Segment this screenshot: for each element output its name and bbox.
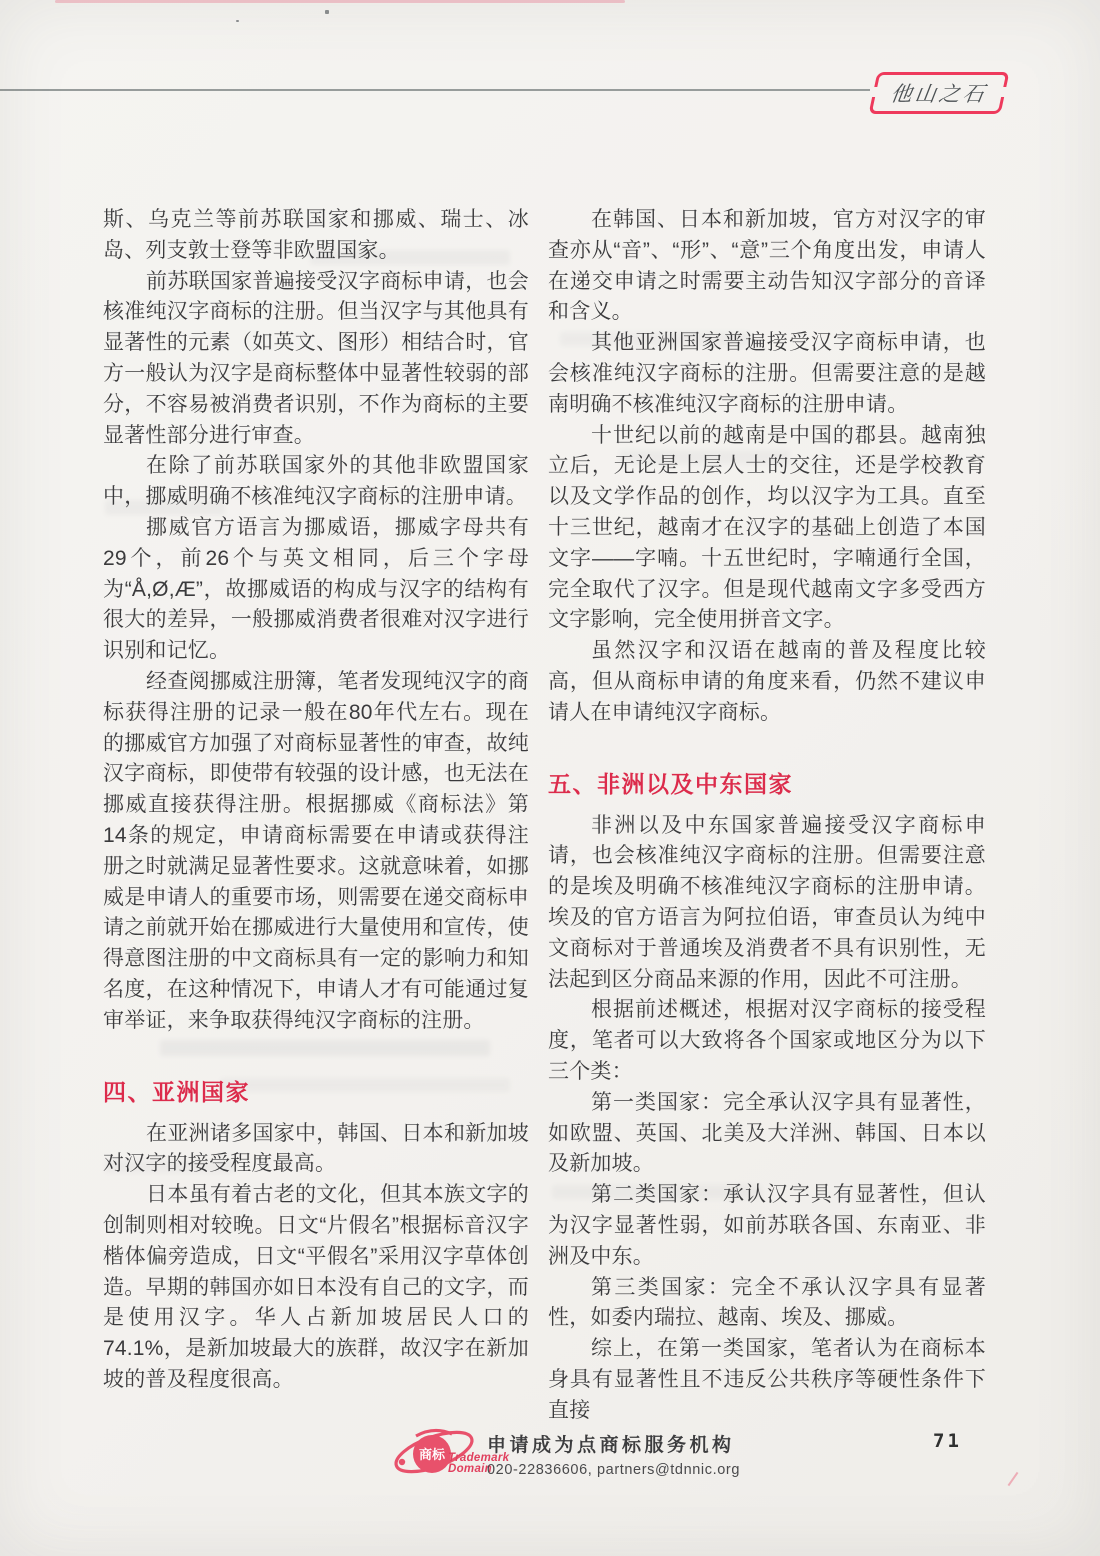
section-heading: 四、亚洲国家 [103,1078,250,1105]
paragraph: 第三类国家：完全不承认汉字具有显著性，如委内瑞拉、越南、埃及、挪威。 [548,1275,986,1330]
logo-brand-line1: Trademark [448,1452,510,1464]
paragraph: 第一类国家：完全承认汉字具有显著性，如欧盟、英国、北美及大洋洲、韩国、日本以及新加坡。 [548,1090,986,1176]
right-column [548,205,986,1426]
left-column [103,205,529,1396]
footer-service-text: 申请成为点商标服务机构 [487,1435,735,1456]
paragraph: 其他亚洲国家普遍接受汉字商标申请，也会核准纯汉字商标的注册。但需要注意的是越南明确不核准纯汉字商标的注册申请。 [548,331,986,416]
paragraph: 在韩国、日本和新加坡，官方对汉字的审查亦从“音”、“形”、“意”三个角度出发，申请人在递交申请之时需要主动告知汉字部分的音译和含义。 [548,208,986,324]
logo-orbit-dot [399,1459,405,1465]
scan-artifact [325,10,329,14]
scan-artifact [1008,1472,1019,1486]
paragraph: 在亚洲诸多国家中，韩国、日本和新加坡对汉字的接受程度最高。 [103,1121,529,1176]
paragraph: 十世纪以前的越南是中国的郡县。越南独立后，无论是上层人士的交往，还是学校教育以及文学作品的创作，均以汉字为工具。直至十三世纪，越南才在汉字的基础上创造了本国文字——字喃。十五世纪时，字喃通行全国，完全取代了汉字。但是现代越南文字多受西方文字影响，完全使用拼音文字。 [548,423,986,632]
scan-artifact [236,20,239,22]
logo-brand-line2: Domain [448,1463,492,1475]
paragraph: 在除了前苏联国家外的其他非欧盟国家中，挪威明确不核准纯汉字商标的注册申请。 [103,454,529,509]
section-badge-label: 他山之石 [889,83,989,106]
paragraph: 虽然汉字和汉语在越南的普及程度比较高，但从商标申请的角度来看，仍然不建议申请人在申请纯汉字商标。 [548,639,986,724]
section-heading: 五、非洲以及中东国家 [548,770,793,797]
logo-sphere-text: 商标 [418,1447,446,1462]
paragraph: 根据前述概述，根据对汉字商标的接受程度，笔者可以大致将各个国家或地区分为以下三个类： [548,998,986,1083]
paragraph: 经查阅挪威注册簿，笔者发现纯汉字的商标获得注册的记录一般在80年代左右。现在的挪威官方加强了对商标显著性的审查，故纯汉字商标，即使带有较强的设计感，也无法在挪威直接获得注册。根据挪威《商标法》第14条的规定，申请商标需要在申请或获得注册之时就满足显著性要求。这就意味着，如挪威是申请人的重要市场，则需要在递交商标申请之前就开始在挪威进行大量使用和宣传，使得意图注册的中文商标具有一定的影响力和知名度，在这种情况下，申请人才有可能通过复审举证，来争取获得纯汉字商标的注册。 [103,669,529,1032]
paragraph: 第二类国家：承认汉字具有显著性，但认为汉字显著性弱，如前苏联各国、东南亚、非洲及中东。 [548,1183,986,1268]
paragraph: 日本虽有着古老的文化，但其本族文字的创制则相对较晚。日文“片假名”根据标音汉字楷体偏旁造成，日文“平假名”采用汉字草体创造。早期的韩国亦如日本没有自己的文字，而是使用汉字。华人占新加坡居民人口的 74.1%，是新加坡最大的族群，故汉字在新加坡的普及程度很高。 [103,1183,529,1391]
paragraph: 挪威官方语言为挪威语，挪威字母共有29个，前26个与英文相同，后三个字母为“Å,Ø,Æ”，故挪威语的构成与汉字的结构有很大的差异，一般挪威消费者很难对汉字进行识别和记忆。 [103,515,529,663]
paragraph: 非洲以及中东国家普遍接受汉字商标申请，也会核准纯汉字商标的注册。但需要注意的是埃及明确不核准纯汉字商标的注册申请。埃及的官方语言为阿拉伯语，审查员认为纯中文商标对于普通埃及消费者不具有识别性，无法起到区分商品来源的作用，因此不可注册。 [548,813,986,991]
paragraph: 前苏联国家普遍接受汉字商标申请，也会核准纯汉字商标的注册。但当汉字与其他具有显著性的元素（如英文、图形）相结合时，官方一般认为汉字是商标整体中显著性较弱的部分，不容易被消费者识别，不作为商标的主要显著性部分进行审查。 [103,269,529,447]
header-rule [0,89,870,91]
footer-contact-text: 020-22836606, partners@tdnnic.org [487,1462,740,1478]
section-badge [869,72,1010,114]
paragraph: 综上，在第一类国家，笔者认为在商标本身具有显著性且不违反公共秩序等硬性条件下直接 [548,1337,986,1422]
scan-artifact [55,0,625,3]
page-number: 71 [933,1430,962,1452]
paragraph: 斯、乌克兰等前苏联国家和挪威、瑞士、冰岛、列支敦士登等非欧盟国家。 [103,208,529,262]
